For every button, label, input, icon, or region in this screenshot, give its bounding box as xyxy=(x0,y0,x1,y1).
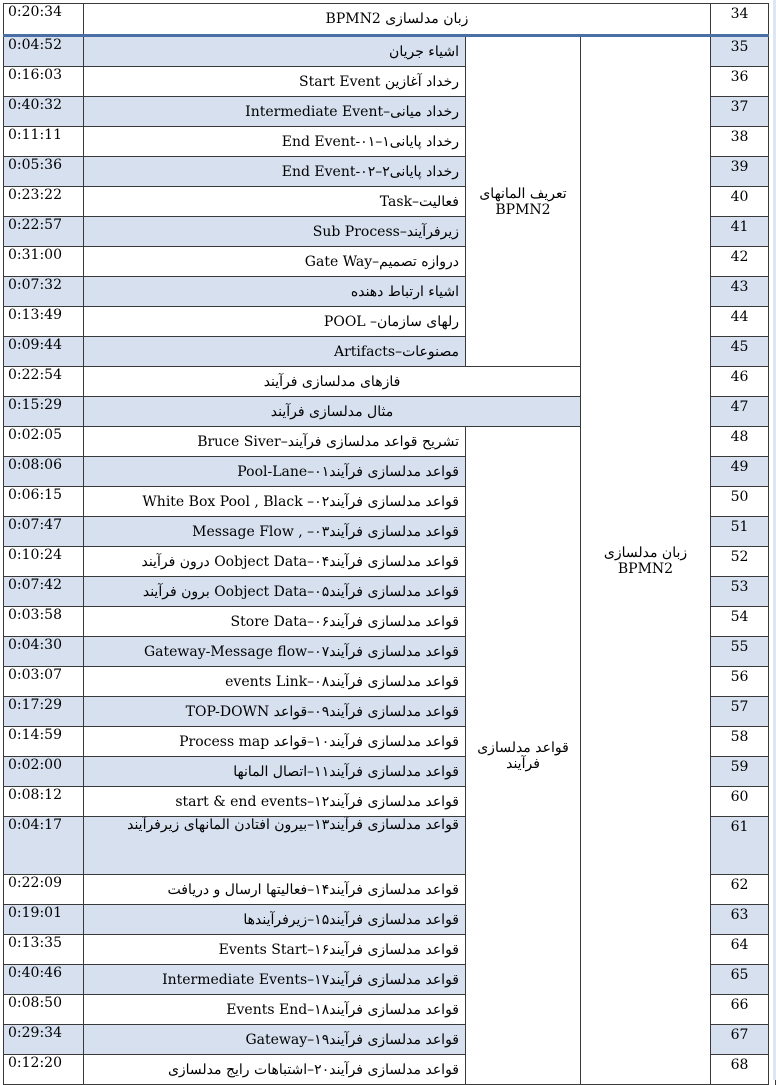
duration-cell: 0:05:36 xyxy=(4,157,84,187)
lesson-title: زبان مدلسازی BPMN2 xyxy=(84,4,711,36)
duration-cell: 0:22:57 xyxy=(4,217,84,247)
lesson-number: 66 xyxy=(711,995,769,1025)
lesson-title: اشیاء جریان xyxy=(84,36,466,67)
duration-cell: 0:02:00 xyxy=(4,757,84,787)
duration-cell: 0:08:06 xyxy=(4,457,84,487)
lesson-title: قواعد مدلسازی فرآیند۱۳–بیرون افتادن المانهای زیرفرآیند xyxy=(84,817,466,875)
lesson-number: 38 xyxy=(711,127,769,157)
duration-cell: 0:15:29 xyxy=(4,397,84,427)
lesson-title: فازهای مدلسازی فرآیند xyxy=(84,367,581,397)
duration-cell: 0:17:29 xyxy=(4,697,84,727)
lesson-title: قواعد مدلسازی فرآیند۰۲– White Box Pool , Black xyxy=(84,487,466,517)
lesson-number: 39 xyxy=(711,157,769,187)
lesson-number: 65 xyxy=(711,965,769,995)
duration-cell: 0:13:35 xyxy=(4,935,84,965)
lesson-title: قواعد مدلسازی فرآیند۱۵–زیرفرآیندها xyxy=(84,905,466,935)
lesson-title: قواعد مدلسازی فرآیند۱۹–Gateway xyxy=(84,1025,466,1055)
lesson-title: رخداد میانی–Intermediate Event xyxy=(84,97,466,127)
lesson-number: 61 xyxy=(711,817,769,875)
duration-cell: 0:07:32 xyxy=(4,277,84,307)
lesson-number: 55 xyxy=(711,637,769,667)
lesson-number: 46 xyxy=(711,367,769,397)
course-table xyxy=(3,3,776,1085)
lesson-title: رخداد پایانی۱–End Event-۰۱ xyxy=(84,127,466,157)
table-row xyxy=(4,36,776,67)
lesson-number: 40 xyxy=(711,187,769,217)
lesson-number: 62 xyxy=(711,875,769,905)
lesson-number: 56 xyxy=(711,667,769,697)
lesson-number: 36 xyxy=(711,67,769,97)
duration-cell: 0:07:47 xyxy=(4,517,84,547)
lesson-number: 42 xyxy=(711,247,769,277)
lesson-number: 63 xyxy=(711,905,769,935)
duration-cell: 0:22:54 xyxy=(4,367,84,397)
lesson-number: 35 xyxy=(711,36,769,67)
lesson-title: فعالیت–Task xyxy=(84,187,466,217)
lesson-number: 54 xyxy=(711,607,769,637)
lesson-number: 53 xyxy=(711,577,769,607)
lesson-title: قواعد مدلسازی فرآیند۰۱–Pool-Lane xyxy=(84,457,466,487)
lesson-number: 52 xyxy=(711,547,769,577)
duration-cell: 0:04:30 xyxy=(4,637,84,667)
lesson-number: 67 xyxy=(711,1025,769,1055)
lesson-title: رخداد پایانی۲–End Event-۰۲ xyxy=(84,157,466,187)
lesson-title: قواعد مدلسازی فرآیند۰۷–Gateway-Message flow xyxy=(84,637,466,667)
lesson-title: مصنوعات–Artifacts xyxy=(84,337,466,367)
duration-cell: 0:08:12 xyxy=(4,787,84,817)
duration-cell: 0:12:20 xyxy=(4,1055,84,1085)
lesson-number: 48 xyxy=(711,427,769,457)
lesson-number: 64 xyxy=(711,935,769,965)
lesson-number: 34 xyxy=(711,4,769,36)
lesson-number: 47 xyxy=(711,397,769,427)
lesson-number: 49 xyxy=(711,457,769,487)
duration-cell: 0:08:50 xyxy=(4,995,84,1025)
duration-cell: 0:03:58 xyxy=(4,607,84,637)
lesson-title: رخداد آغازین Start Event xyxy=(84,67,466,97)
lesson-title: قواعد مدلسازی فرآیند۱۱–اتصال المانها xyxy=(84,757,466,787)
category-bpmn-language: زبان مدلسازی BPMN2 xyxy=(581,36,711,1085)
table-row xyxy=(4,4,776,36)
lesson-title: قواعد مدلسازی فرآیند۱۶–Events Start xyxy=(84,935,466,965)
duration-cell: 0:02:05 xyxy=(4,427,84,457)
duration-cell: 0:07:42 xyxy=(4,577,84,607)
lesson-title: تشریح قواعد مدلسازی فرآیند–Bruce Siver xyxy=(84,427,466,457)
lesson-title: دروازه تصمیم–Gate Way xyxy=(84,247,466,277)
category-modeling-rules: قواعد مدلسازی فرآیند xyxy=(466,427,581,1085)
lesson-number: 57 xyxy=(711,697,769,727)
category-bpmn-elements: تعریف المانهای BPMN2 xyxy=(466,36,581,367)
lesson-number: 44 xyxy=(711,307,769,337)
lesson-title: قواعد مدلسازی فرآیند۱۰–قواعد Process map xyxy=(84,727,466,757)
duration-cell: 0:20:34 xyxy=(4,4,84,36)
lesson-number: 51 xyxy=(711,517,769,547)
duration-cell: 0:40:32 xyxy=(4,97,84,127)
duration-cell: 0:09:44 xyxy=(4,337,84,367)
duration-cell: 0:03:07 xyxy=(4,667,84,697)
duration-cell: 0:11:11 xyxy=(4,127,84,157)
duration-cell: 0:10:24 xyxy=(4,547,84,577)
duration-cell: 0:29:34 xyxy=(4,1025,84,1055)
lesson-title: قواعد مدلسازی فرآیند۱۴–فعالیتها ارسال و دریافت xyxy=(84,875,466,905)
lesson-number: 45 xyxy=(711,337,769,367)
lesson-number: 60 xyxy=(711,787,769,817)
duration-cell: 0:19:01 xyxy=(4,905,84,935)
lesson-title: قواعد مدلسازی فرآیند۰۸–events Link xyxy=(84,667,466,697)
lesson-title: قواعد مدلسازی فرآیند۱۸–Events End xyxy=(84,995,466,1025)
lesson-number: 58 xyxy=(711,727,769,757)
lesson-number: 37 xyxy=(711,97,769,127)
lesson-title: قواعد مدلسازی فرآیند۰۶–Store Data xyxy=(84,607,466,637)
duration-cell: 0:16:03 xyxy=(4,67,84,97)
duration-cell: 0:23:22 xyxy=(4,187,84,217)
duration-cell: 0:22:09 xyxy=(4,875,84,905)
duration-cell: 0:13:49 xyxy=(4,307,84,337)
lesson-title: قواعد مدلسازی فرآیند۱۷–Intermediate Events xyxy=(84,965,466,995)
duration-cell: 0:04:17 xyxy=(4,817,84,875)
lesson-title: اشیاء ارتباط دهنده xyxy=(84,277,466,307)
lesson-title: قواعد مدلسازی فرآیند۰۹–قواعد TOP-DOWN xyxy=(84,697,466,727)
lesson-title: مثال مدلسازی فرآیند xyxy=(84,397,581,427)
lesson-title: قواعد مدلسازی فرآیند۰۳– , Message Flow xyxy=(84,517,466,547)
lesson-number: 59 xyxy=(711,757,769,787)
duration-cell: 0:14:59 xyxy=(4,727,84,757)
duration-cell: 0:04:52 xyxy=(4,36,84,67)
duration-cell: 0:31:00 xyxy=(4,247,84,277)
lesson-title: قواعد مدلسازی فرآیند۰۴–Oobject Data درون فرآیند xyxy=(84,547,466,577)
lesson-number: 50 xyxy=(711,487,769,517)
duration-cell: 0:40:46 xyxy=(4,965,84,995)
lesson-number: 43 xyxy=(711,277,769,307)
lesson-number: 68 xyxy=(711,1055,769,1085)
lesson-title: قواعد مدلسازی فرآیند۰۵–Oobject Data برون فرآیند xyxy=(84,577,466,607)
lesson-title: قواعد مدلسازی فرآیند۲۰–اشتباهات رایج مدلسازی xyxy=(84,1055,466,1085)
lesson-title: قواعد مدلسازی فرآیند۱۲–start & end events xyxy=(84,787,466,817)
lesson-number: 41 xyxy=(711,217,769,247)
duration-cell: 0:06:15 xyxy=(4,487,84,517)
lesson-title: زیرفرآیند–Sub Process xyxy=(84,217,466,247)
lesson-title: رلهای سازمان– POOL xyxy=(84,307,466,337)
